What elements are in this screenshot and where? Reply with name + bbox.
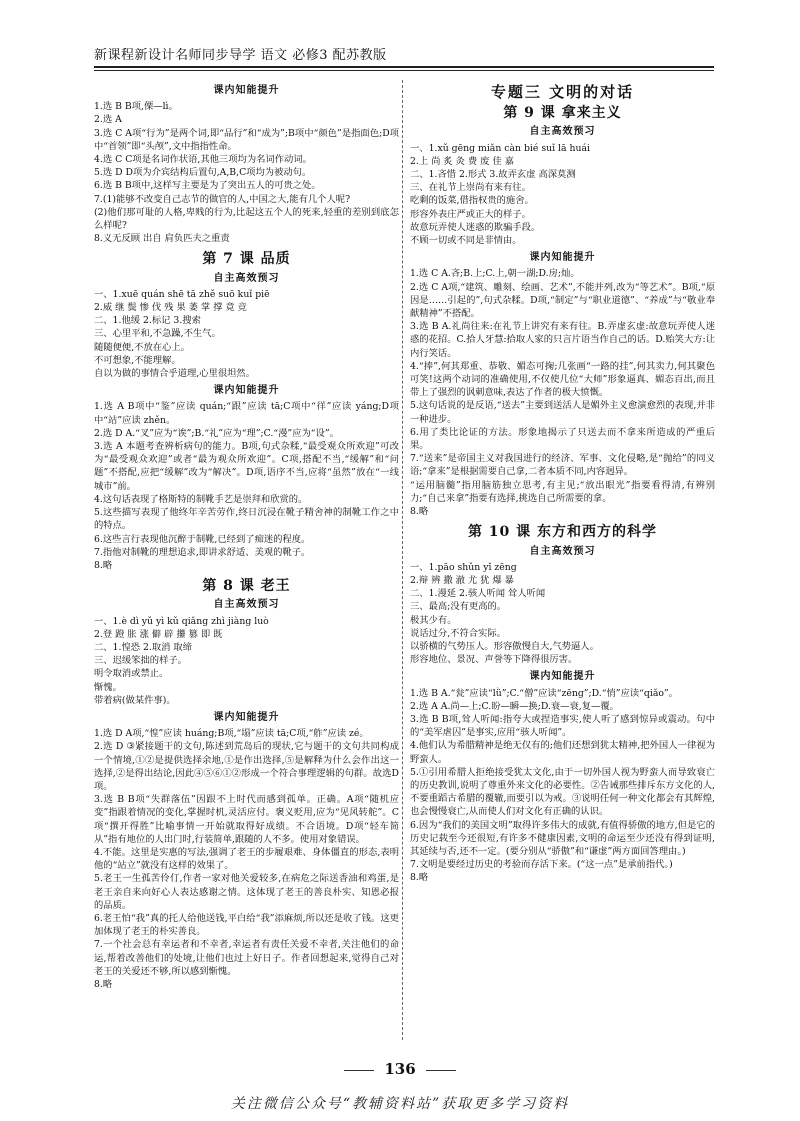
answer-line: 三、最高;没有更高的。 <box>410 601 507 613</box>
answer-line: 2.威 继 鬓 惨 伐 残 果 萎 掌 撑 竟 竞 <box>94 302 247 314</box>
answer-line: 3.选 A 本题考查辨析病句的能力。B项,句式杂糅,“最受观众所欢迎”可改为“最受观众欢迎”或者“最为观众所欢迎”。C项,搭配不当,“缓解”和“问题”不搭配,应把“缓解”改为“解决”。D项,语序不当,应将“虽然”放在“一线城市”前。 <box>94 441 399 492</box>
answer-line: 7.(1)能够不改变自己志节的做官的人,中国之大,能有几个人呢? <box>94 193 351 205</box>
answer-line: 一、1.pāo shǔn yǐ zēng <box>410 561 517 573</box>
page-header: 新课程新设计名师同步导学 语文 必修3 配苏教版 <box>94 48 387 63</box>
lesson-title: 第 9 课 拿来主义 <box>503 105 622 122</box>
left-column <box>94 80 399 991</box>
answer-line: 6.这些言行表现他沉醉于制靴,已经到了痴迷的程度。 <box>94 533 311 545</box>
page-number-text: 136 <box>384 1060 416 1078</box>
answer-line: 5.这些描写表现了他终年辛苦劳作,终日沉浸在靴子精舍神的制靴工作之中的特点。 <box>94 507 399 532</box>
right-column <box>410 80 715 885</box>
section-title: 课内知能提升 <box>213 85 280 96</box>
answer-list <box>94 615 399 707</box>
answer-list <box>410 561 715 667</box>
answer-line: “运用脑髓”指用脑筋独立思考,有主见;“放出眼光”指要看得清,有辨别力;“自己来拿”指要有选择,挑选自己所需要的拿。 <box>410 479 715 504</box>
answer-line: 二、1.漫延 2.骇人听闻 耸人听闻 <box>410 588 546 600</box>
answer-line: 2.选 C A项,“建筑、雕刻、绘画、艺术”,不能并列,改为“等艺术”。B项,“原因是……引起的”,句式杂糅。D项,“制定”与“职业道德”、“养成”与“敬业奉献精神”不搭配。 <box>410 281 715 320</box>
answer-line: 自以为做的事情合乎道理,心里很坦然。 <box>94 368 256 380</box>
answer-line: 6.因为“我们的美国文明”取得许多伟大的成就,有值得骄傲的地方,但是它的历史记载至今还很短,有许多不健康因素,文明的命运至少还没有得到证明,其延续与否,还不一定。(要分别从“骄傲”和“谦虚”两方面回答理由。) <box>410 819 715 857</box>
answer-line: 5.选 D D项为介宾结构后置句,A,B,C项均为被动句。 <box>94 167 312 179</box>
answer-list <box>410 267 715 518</box>
answer-line: (2)他们那可耻的人格,卑贱的行为,比起这五个人的死来,轻重的差别到底怎么样呢? <box>94 206 399 232</box>
answer-line: 明令取消或禁止。 <box>94 668 169 680</box>
answer-line: 6.老王怕“我”真的托人给他送钱,平白给“我”添麻烦,所以还是收了钱。这更加体现了老王的朴实善良。 <box>94 912 399 938</box>
answer-line: 不可想象,不能理解。 <box>94 354 181 366</box>
answer-line: 3.选 C A项“行为”是两个词,即“品行”和“成为”;B项中“颜色”是指面色;D项中“首领”即“头颅”,文中指指性命。 <box>94 127 399 152</box>
answer-line: 一、1.è dì yǔ yì kǔ qiǎng zhì jiàng luò <box>94 615 269 627</box>
answer-line: 1.选 C A.吝;B.上;C.上,朝一湖;D.房;灿。 <box>410 268 580 280</box>
answer-line: 2.选 D A.“叉”应为“诶”;B.“礼”应为“理”;C.“漫”应为“设”。 <box>94 427 339 439</box>
answer-line: 4.选 C C项是名词作状语,其他三项均为名词作动词。 <box>94 154 312 166</box>
answer-line: 7.文明是要经过历史的考验而存活下来。(“这一点”是承前指代。) <box>410 859 673 871</box>
answer-line: 1.选 A B项中“鉴”应读 quán;“跟”应读 tā;C项中“徉”应读 yáng;D项中“站”应读 zhěn。 <box>94 401 399 426</box>
answer-line: 3.选 B B项“失群落伍”因跟不上时代而感到孤单。正确。A项“随机应变”指跟着情况的变化,掌握时机,灵活应付。褒义贬用,应为“见风转舵”。C项“撰开得胜”比喻事情一开始就取得好成绩。不合语境。D项“轻车简从”指有地位的人出门时,行装简单,跟随的人不多。使用对象错误。 <box>94 794 399 845</box>
section-title: 课内知能提升 <box>529 671 596 683</box>
answer-line: 4.这句话表现了格斯特的制靴手艺是崇拜和欣赏的。 <box>94 493 308 505</box>
answer-line: 8.义无反顾 出自 肩负匹夫之重责 <box>94 233 230 245</box>
answer-line: 2.选 A <box>94 114 122 126</box>
answer-line: 吃剩的饭菜,借指权贵的施舍。 <box>410 195 534 207</box>
answer-line: 2.辩 辨 撒 澈 尤 犹 爆 暴 <box>410 574 514 586</box>
answer-line: 形容外表庄严或正大的样子。 <box>410 208 531 220</box>
answer-line: 8.略 <box>410 506 429 518</box>
answer-line: 2.登 蹬 胀 涨 僻 辟 攥 篡 即 既 <box>94 628 223 640</box>
section-title: 自主高效预习 <box>213 599 280 611</box>
answer-list <box>410 687 715 885</box>
answer-line: 三、迟缓笨拙的样子。 <box>94 655 187 667</box>
topic-title: 专题三 文明的对话 <box>490 83 635 101</box>
answer-line: 3.选 B B项,耸人听闻:指夸大或捏造事实,使人听了感到惊异或震动。句中的“美军虐囚”是事实,应用“骇人听闻”。 <box>410 713 715 739</box>
answer-line: 6.选 B B项中,这样写主要是为了突出五人的可贵之处。 <box>94 180 321 192</box>
answer-line: 5.老王一生孤苦伶仃,作者一家对他关爱较多,在病危之际送香油和鸡蛋,是老王亲自来向好心人表达感谢之情。这体现了老王的善良朴实、知恩必报的品质。 <box>94 873 399 911</box>
answer-line: 随随便便,不放在心上。 <box>94 341 190 353</box>
answer-line: 2.选 A A.尚—上;C.盼—瞬—换;D.衰—衰,复—覆。 <box>410 700 619 712</box>
answer-line: 以骄横的气势压人。形容傲慢自大,气势逼人。 <box>410 640 599 652</box>
answer-line: 1.选 B A.“瓮”应读“lǜ”;C.“僧”应读“zēng”;D.“悄”应读“qiǎo”。 <box>410 687 679 699</box>
lesson-title: 第 8 课 老王 <box>202 578 291 595</box>
answer-line: 2.选 D ③紧接题干的文句,陈述到荒岛后的现状,它与题干的文句共同构成一个情境,①②是提供选择余地,①是作出选择,⑤是解释为什么会作出这一选择,②是得出结论,因此④⑤⑥①②形成一个符合事理逻辑的句群。故选D项。 <box>94 741 399 792</box>
answer-line: 一、1.xǔ gēng miǎn càn bié suǐ lā huái <box>410 142 590 154</box>
header-rule <box>94 66 714 68</box>
answer-line: 6.用了类比论证的方法。形象地揭示了只送去而不拿来所造成的严重后果。 <box>410 426 715 452</box>
answer-line: 故意玩弄使人迷惑的欺骗手段。 <box>410 221 541 233</box>
answer-line: 不顾一切或不同是非情由。 <box>410 235 522 247</box>
footer-note: 关注微信公众号“教辅资料站”获取更多学习资料 <box>230 1096 570 1112</box>
answer-line: 8.略 <box>94 979 113 990</box>
section-title: 课内知能提升 <box>529 252 596 264</box>
answer-list <box>410 142 715 248</box>
answer-line: 1.选 D A项,“惶”应读 huáng;B项,“塌”应读 tā;C项,“舴”应读 zé。 <box>94 728 369 740</box>
answer-line: 2.上 尚 炙 灸 费 废 佳 嘉 <box>410 155 514 167</box>
section-title: 自主高效预习 <box>529 545 596 557</box>
answer-line: 7.一个社会总有幸运者和不幸者,幸运者有责任关爱不幸者,关注他们的命运,帮着改善他们的处境,让他们也过上好日子。作者回想起来,觉得自己对老王的关爱还不够,所以感到惭愧。 <box>94 939 399 977</box>
answer-line: 形容地位、景况、声誉等下降得很厉害。 <box>410 654 578 666</box>
header-rule-thin <box>94 70 714 71</box>
section-title: 课内知能提升 <box>213 385 280 397</box>
answer-line: 8.略 <box>94 559 113 571</box>
section-title: 自主高效预习 <box>213 272 280 284</box>
section-title: 课内知能提升 <box>213 711 280 723</box>
answer-line: 5.①引用希腊人拒绝接受犹太文化,由于一切外国人视为野蛮人而导致衰亡的历史教训,说明了尊重外来文化的必要性。②告诫那些排斥东方文化的人,不要重蹈古希腊的覆辙,而要引以为戒。③说明任何一种文化都会有其辉煌,也会慢慢衰亡,从而使人们对文化有正确的认识。 <box>410 766 715 818</box>
answer-line: 3.选 B A.礼尚往来:在礼节上讲究有来有往。B.弄虚玄虚:故意玩弄使人迷惑的花招。C.拾人牙慧:拾取人家的只言片语当作自己的话。D.贻笑大方:让内行笑话。 <box>410 321 715 359</box>
answer-line: 二、1.惶恐 2.取消 取缔 <box>94 641 193 653</box>
lesson-title: 第 10 课 东方和西方的科学 <box>467 524 658 541</box>
answer-line: 说话过分,不符合实际。 <box>410 627 506 639</box>
page-number <box>0 1060 800 1078</box>
answer-line: 7.指他对制靴的理想追求,即讲求舒适、美观的靴子。 <box>94 546 311 558</box>
column-divider <box>402 80 403 1040</box>
answer-line: 惭愧。 <box>94 681 122 693</box>
answer-line: 5.这句话说的是反语,“送去”主要到送活人是媚外主义愈演愈烈的表现,并非一种进步。 <box>410 400 715 425</box>
answer-line: 二、1.吝惜 2.形式 3.故弄玄虚 高深莫测 <box>410 169 576 181</box>
answer-line: 8.略 <box>410 872 429 884</box>
answer-list <box>94 400 399 572</box>
answer-list <box>94 100 399 245</box>
answer-line: 4.“捧”,何其郑重、恭敬、媚态可掬;几张画“一路的挂”,何其卖力,何其聚色可笑!这两个动词的准确使用,不仅使几位“大师”形象逼真、媚态百出,而且带上了强烈的讽刺意味,表达了作者的极大愤慨。 <box>410 360 715 399</box>
lesson-title: 第 7 课 品质 <box>202 251 291 268</box>
answer-line: 4.不能。这里是实惠的写法,强调了老王的步履艰难、身体僵直的形态,表明他的“站立”就没有这样的效果了。 <box>94 846 399 872</box>
answer-line: 7.“送来”是帝国主义对我国进行的经济、军事、文化侵略,是“抛给”的同义语;“拿来”是根据需要自己拿,二者本质不同,内容迥异。 <box>410 453 715 478</box>
answer-line: 三、在礼节上崇尚有来有往。 <box>410 182 531 194</box>
section-title: 自主高效预习 <box>529 126 596 138</box>
answer-list <box>94 727 399 991</box>
answer-line: 一、1.xuē quán shē tā zhě suō kuǐ piē <box>94 288 270 300</box>
answer-line: 带着病(做某件事)。 <box>94 694 176 706</box>
answer-line: 三、心里平和,不急躁,不生气。 <box>94 328 221 340</box>
answer-line: 1.选 B B项,傈—lì。 <box>94 101 178 113</box>
answer-line: 二、1.他缓 2.标记 3.搜索 <box>94 315 201 327</box>
answer-line: 极其少有。 <box>410 614 457 626</box>
answer-line: 4.他们认为希腊精神是绝无仅有的;他们还想到犹太精神,把外国人一律视为野蛮人。 <box>410 740 715 765</box>
answer-list <box>94 288 399 380</box>
